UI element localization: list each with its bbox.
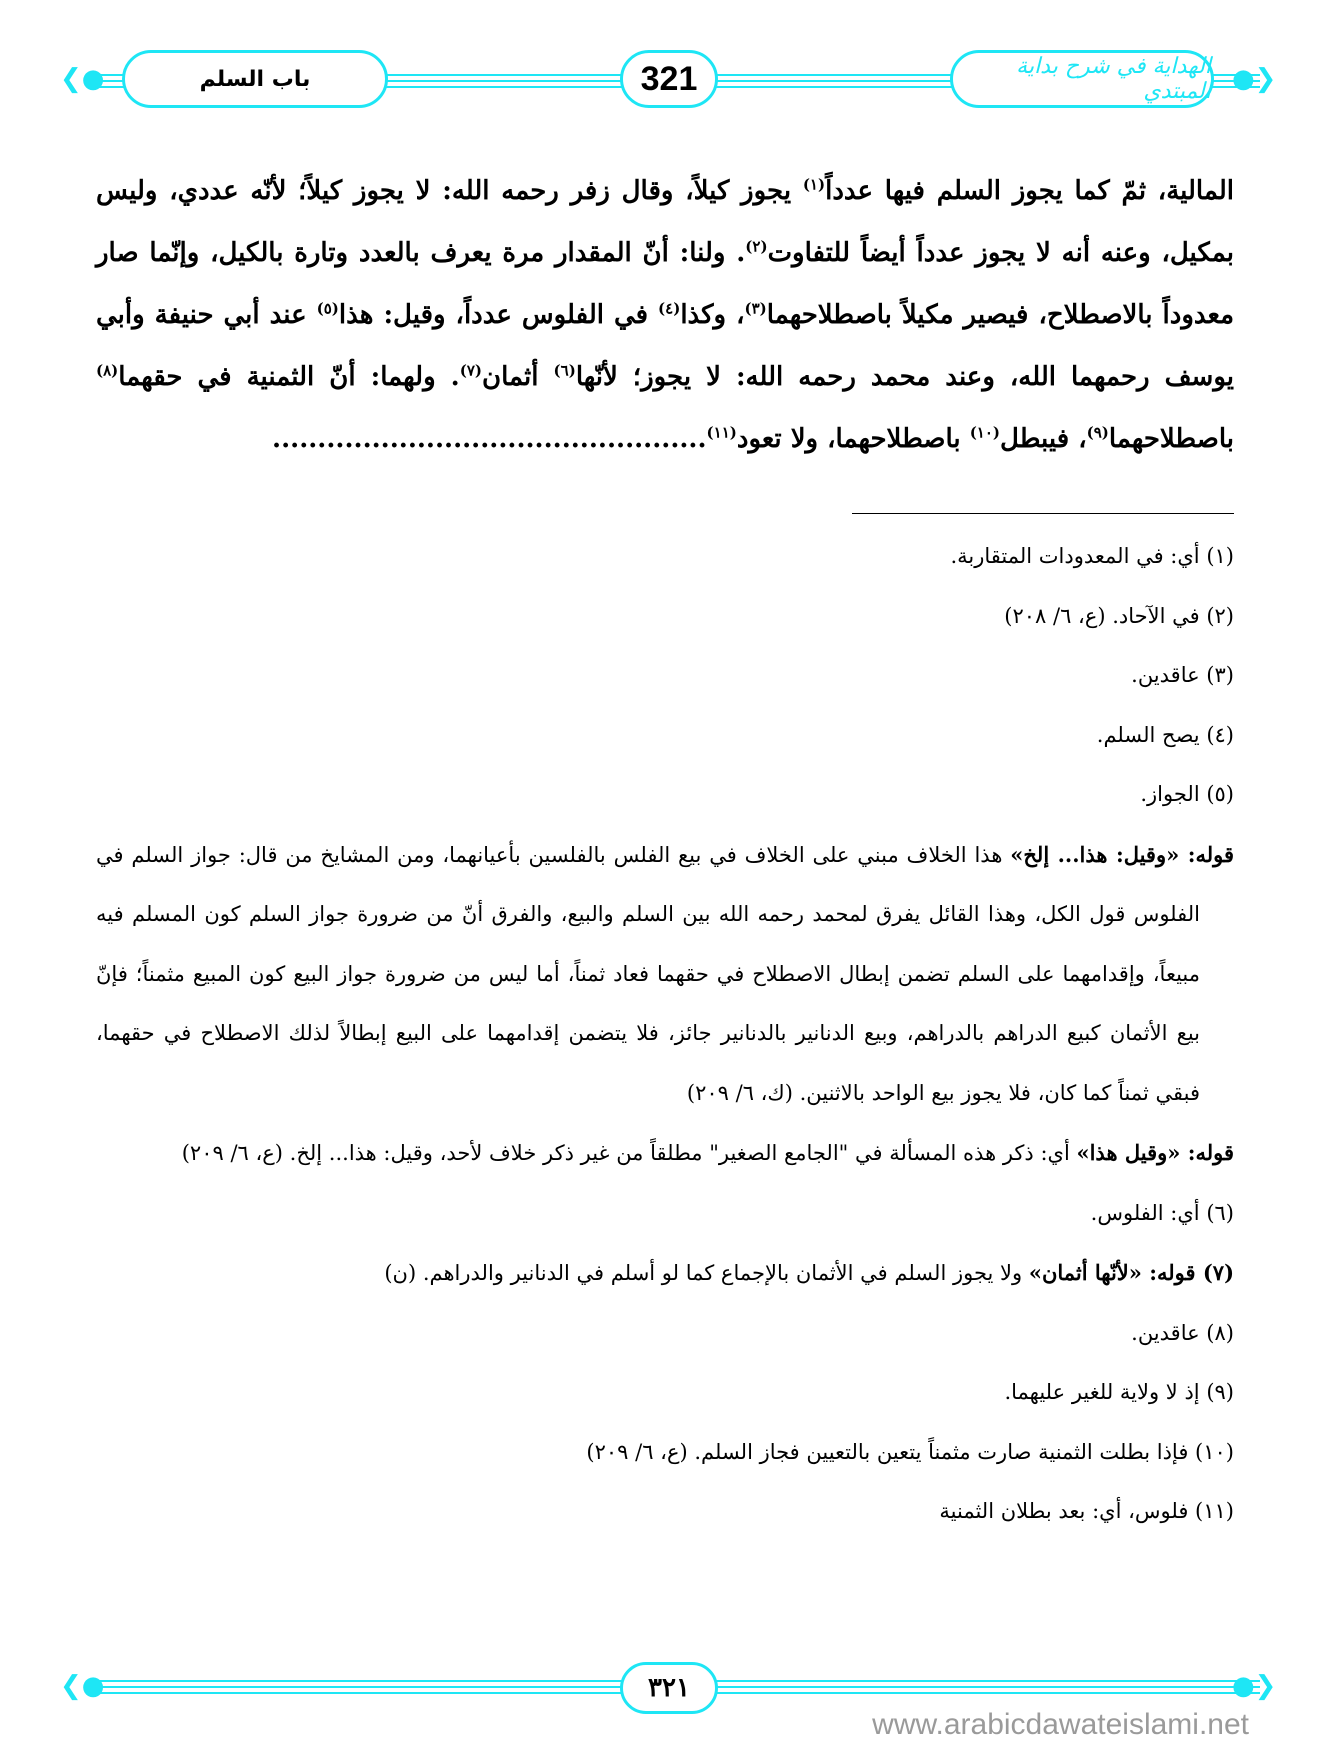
text-segment: المالية، ثمّ كما يجوز السلم فيها عدداً [825,176,1234,206]
footnote-marker: (٤) [658,299,681,318]
footnote-marker: (٢) [745,237,768,256]
footnote-text: (٥) الجواز. [1140,782,1234,806]
footnote-lemma: قوله: «وقيل هذا» [1076,1140,1234,1165]
page-number-box [620,50,718,108]
footnote-marker: (١) [802,175,826,194]
footnote-text: (٢) في الآحاد. (ع، ٦/ ٢٠٨) [1004,603,1234,628]
footnote-text: (١) أي: في المعدودات المتقاربة. [950,544,1234,568]
footnote-marker: (٩) [1086,423,1109,442]
footnote-lemma: قوله: «وقيل: هذا... إلخ» [1010,841,1234,867]
footnote-text: (٨) عاقدين. [1131,1320,1234,1345]
chapter-title: باب السلم [199,66,311,92]
footnote-marker: (٣) [744,299,767,318]
text-segment: باصطلاحهما [1108,424,1234,454]
text-segment: باصطلاحهما، ولا تعود [736,424,970,454]
footnote [96,1304,1234,1364]
text-segment: عند أبي حنيفة وأبي يوسف رحمهما الله، وعند محمد رحمه الله: لا يجوز؛ لأنّها [96,300,1234,392]
footnote-text: (١٠) فإذا بطلت الثمنية صارت مثمناً يتعين بالتعيين فجاز السلم. (ع، ٦/ ٢٠٩) [586,1439,1234,1464]
text-segment: ................................................ [272,424,707,454]
footnote [96,1243,1234,1304]
footnote-marker: (٧) [459,361,482,380]
ornament-icon: ●❯ [1232,64,1277,94]
footnote-marker: (٥) [316,299,339,318]
ornament-icon: ●❯ [1232,1671,1277,1701]
footnote-divider [852,513,1234,514]
ornament-icon: ❮● [60,1671,105,1701]
footnote [96,587,1234,647]
footnote-lemma: (٧) قوله: «لأنّها أثمان» [1028,1260,1234,1285]
footnote-marker: (١٠) [969,423,1001,442]
footnote-text: ولا يجوز السلم في الأثمان بالإجماع كما لو أسلم في الدنانير والدراهم. (ن) [384,1261,1029,1285]
footnote [96,1123,1234,1184]
chapter-title-box [122,50,388,108]
book-title-box [950,50,1214,108]
page-number: 321 [640,59,698,98]
footnote-text: هذا الخلاف مبني على الخلاف في بيع الفلس بالفلسين بأعيانهما، ومن المشايخ من قال: جواز السلم في الفلوس قول الكل، وهذا القائل يفرق لمحمد رحمه الله بين السلم والبيع، والفرق أنّ من ضرورة جواز السلم كون المسلم فيه مبيعاً، وإقدامهما على السلم تضمن إبطال الاصطلاح في حقهما فعاد ثمناً، أما ليس من ضرورة جواز البيع كون المبيع مثمناً؛ فإنّ بيع الأثمان كبيع الدراهم بالدراهم، وبيع الدنانير بالدنانير جائز، فلا يتضمن إقدامهما على البيع إبطالاً لذلك الاصطلاح في حقهما، فبقي ثمناً كما كان، فلا يجوز بيع الواحد بالاثنين. (ك، ٦/ ٢٠٩) [96,842,1200,1105]
ornament-icon: ❮● [60,64,105,94]
footnote [96,1423,1234,1483]
watermark-url: www.arabicdawateislami.net [872,1708,1249,1741]
footnote-text: (٣) عاقدين. [1131,663,1234,687]
footnote [96,825,1234,1124]
text-segment: ، وكذا [680,300,745,330]
footer-page-number: ٣٢١ [648,1673,690,1703]
footer-page-number-box [620,1662,718,1714]
footnote [96,1482,1234,1542]
book-title: الهداية في شرح بداية المبتدي [1016,54,1211,104]
footnote [96,765,1234,825]
main-text [96,160,1234,470]
footnote-text: (٩) إذ لا ولاية للغير عليهما. [1004,1380,1234,1404]
text-segment: . ولنا: أنّ المقدار مرة يعرف بالعدد وتارة بالكيل، وإنّما صار معدوداً بالاصطلاح، فيصير مكيلاً باصطلاحهما [96,238,1235,330]
footnote-marker: (٨) [96,361,119,380]
footnote-marker: (٦) [553,361,576,380]
text-segment: ، فيبطل [1000,424,1087,454]
footnote [96,1363,1234,1423]
footnote-text: (٤) يصح السلم. [1096,722,1234,747]
footnote-text: أي: ذكر هذه المسألة في "الجامع الصغير" مطلقاً من غير ذكر خلاف لأحد، وقيل: هذا... إلخ. (ع، ٦/ ٢٠٩) [181,1141,1077,1165]
footnote [96,527,1234,587]
text-segment: يجوز كيلاً، وقال زفر رحمه الله: لا يجوز كيلاً؛ لأنّه عددي، وليس بمكيل، وعنه أنه لا يجوز عدداً أيضاً للتفاوت [96,176,1234,268]
footnote [96,1184,1234,1244]
footnote-text: (١١) فلوس، أي: بعد بطلان الثمنية [939,1499,1234,1523]
text-segment: أثمان [481,362,554,392]
footnote-marker: (١١) [706,423,737,442]
text-segment: . ولهما: أنّ الثمنية في حقهما [118,362,460,392]
footnote [96,706,1234,766]
footnote-text: (٦) أي: الفلوس. [1090,1200,1234,1225]
footnote [96,646,1234,706]
footnotes [96,527,1234,1542]
text-segment: في الفلوس عدداً، وقيل: هذا [338,300,659,330]
